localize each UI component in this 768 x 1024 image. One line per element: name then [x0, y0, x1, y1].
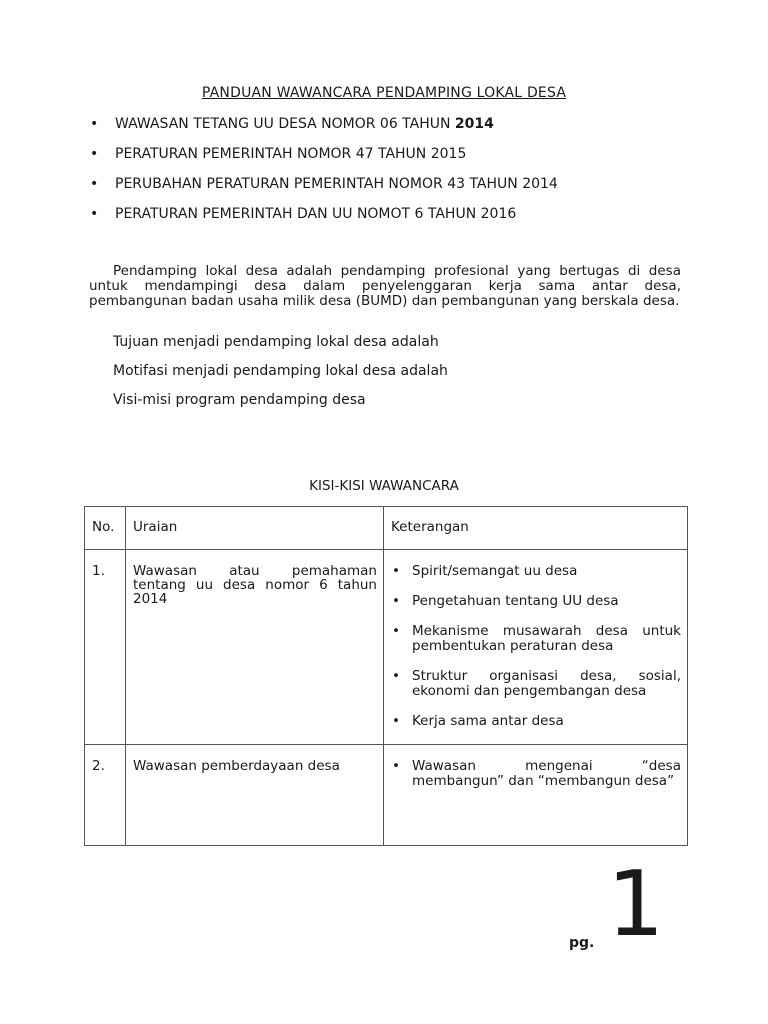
table-row: [85, 550, 688, 745]
regulation-list: [90, 116, 558, 236]
header-no: No.: [92, 519, 115, 535]
page-number: 1: [607, 852, 665, 957]
table-row: [85, 745, 688, 846]
list-item: • Struktur organisasi desa, sosial, ekonomi dan pengembangan desa: [391, 669, 681, 699]
list-item: • Kerja sama antar desa: [391, 714, 681, 729]
list-item: • Mekanisme musawarah desa untuk pembentukan peraturan desa: [391, 624, 681, 654]
keterangan-list: [391, 759, 681, 789]
list-item: • Wawasan mengenai “desa membangun” dan “membangun desa”: [391, 759, 681, 789]
header-uraian: Uraian: [133, 519, 178, 535]
row-uraian: Wawasan atau pemahaman tentang uu desa nomor 6 tahun 2014: [133, 563, 377, 607]
keterangan-list: [391, 564, 681, 729]
question-line-tujuan: Tujuan menjadi pendamping lokal desa adalah: [113, 334, 439, 350]
document-title: PANDUAN WAWANCARA PENDAMPING LOKAL DESA: [201, 85, 567, 101]
list-item: • Pengetahuan tentang UU desa: [391, 594, 681, 609]
kisi-table: [84, 506, 688, 846]
question-line-motifasi: Motifasi menjadi pendamping lokal desa adalah: [113, 363, 448, 379]
list-item: • Spirit/semangat uu desa: [391, 564, 681, 579]
row-uraian: Wawasan pemberdayaan desa: [133, 758, 340, 774]
section-title: KISI-KISI WAWANCARA: [309, 478, 459, 494]
list-item: • PERATURAN PEMERINTAH NOMOR 47 TAHUN 2015: [90, 146, 558, 176]
question-line-visi-misi: Visi-misi program pendamping desa: [113, 392, 366, 408]
table-header-row: [85, 507, 688, 550]
row-number: 1.: [92, 563, 105, 579]
list-item: • PERATURAN PEMERINTAH DAN UU NOMOT 6 TAHUN 2016: [90, 206, 558, 236]
header-keterangan: Keterangan: [391, 519, 469, 535]
page-label: pg.: [569, 935, 595, 951]
list-item: • PERUBAHAN PERATURAN PEMERINTAH NOMOR 43 TAHUN 2014: [90, 176, 558, 206]
list-item: • WAWASAN TETANG UU DESA NOMOR 06 TAHUN 2014: [90, 116, 558, 146]
row-number: 2.: [92, 758, 105, 774]
intro-paragraph: Pendamping lokal desa adalah pendamping profesional yang bertugas di desa untuk mendampingi desa dalam penyelenggaran kerja sama antar desa, pembangunan badan usaha milik desa (BUMD) dan pembangunan yang berskala desa.: [89, 263, 681, 309]
